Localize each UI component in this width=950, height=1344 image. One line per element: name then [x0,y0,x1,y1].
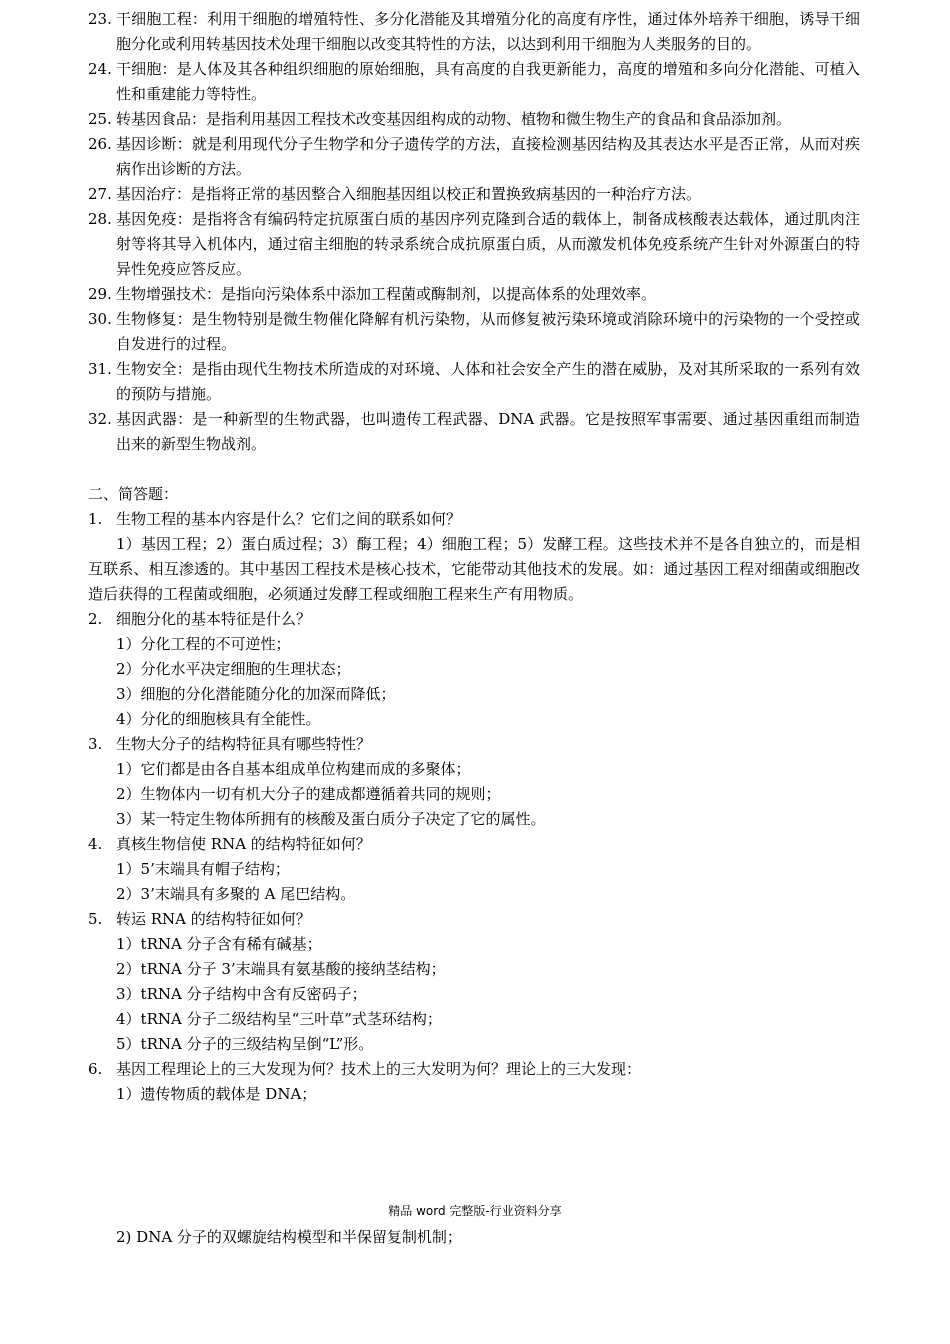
item-number: 32. [88,410,112,428]
answer-line: 3）tRNA 分子结构中含有反密码子； [116,985,367,1003]
answer-line: 4）分化的细胞核具有全能性。 [116,710,321,728]
definition-item [88,182,860,207]
page-footer: 精品 word 完整版-行业资料分享 [388,1204,562,1218]
item-number: 29. [88,285,112,303]
answer-paragraph: 1）基因工程；2）蛋白质过程；3）酶工程；4）细胞工程；5）发酵工程。这些技术并不是各自独立的，而是相互联系、相互渗透的。其中基因工程技术是核心技术，它能带动其他技术的发展。如：通过基因工程对细菌或细胞改造后获得的工程菌或细胞，必须通过发酵工程或细胞工程来生产有用物质。 [88,535,860,603]
question-number: 4. [88,835,103,853]
question [88,507,860,532]
question-text: 真核生物信使 RNA 的结构特征如何？ [116,835,371,853]
answer-line: 2）生物体内一切有机大分子的建成都遵循着共同的规则； [116,785,501,803]
answer-line: 4）tRNA 分子二级结构呈“三叶草”式茎环结构； [116,1010,442,1028]
item-number: 28. [88,210,112,228]
definition-item [88,207,860,282]
item-text: 基因免疫：是指将含有编码特定抗原蛋白质的基因序列克隆到合适的载体上，制备成核酸表达载体，通过肌肉注射等将其导入机体内，通过宿主细胞的转录系统合成抗原蛋白质，从而激发机体免疫系统产生针对外源蛋白的特异性免疫应答反应。 [116,210,860,278]
definition-item [88,107,860,132]
definition-item [88,407,860,457]
answer-line: 3）某一特定生物体所拥有的核酸及蛋白质分子决定了它的属性。 [116,810,546,828]
item-number: 24. [88,60,112,78]
answer-line: 1）5’末端具有帽子结构； [116,860,290,878]
answer-line: 2) DNA 分子的双螺旋结构模型和半保留复制机制； [116,1228,462,1246]
question-number: 6. [88,1060,103,1078]
answer-line: 1）遗传物质的载体是 DNA； [116,1085,317,1103]
answer-line: 1）tRNA 分子含有稀有碱基； [116,935,322,953]
question [88,732,860,757]
item-number: 31. [88,360,112,378]
item-number: 23. [88,10,112,28]
item-text: 基因治疗：是指将正常的基因整合入细胞基因组以校正和置换致病基因的一种治疗方法。 [116,185,702,203]
item-text: 转基因食品：是指利用基因工程技术改变基因组构成的动物、植物和微生物生产的食品和食品添加剂。 [116,110,792,128]
answer-line: 3）细胞的分化潜能随分化的加深而降低； [116,685,396,703]
document-body [88,7,860,1107]
answer-line: 2）tRNA 分子 3’末端具有氨基酸的接纳茎结构； [116,960,446,978]
question-number: 1. [88,510,103,528]
answer-line: 2）3’末端具有多聚的 A 尾巴结构。 [116,885,356,903]
answer-line: 1）它们都是由各自基本组成单位构建而成的多聚体； [116,760,471,778]
question [88,832,860,857]
section-title: 二、简答题： [88,485,179,503]
item-text: 干细胞工程：利用干细胞的增殖特性、多分化潜能及其增殖分化的高度有序性，通过体外培养干细胞，诱导干细胞分化或利用转基因技术处理干细胞以改变其特性的方法，以达到利用干细胞为人类服务的目的。 [116,10,860,53]
definition-item [88,7,860,57]
definition-item [88,282,860,307]
definition-item [88,132,860,182]
question-text: 生物大分子的结构特征具有哪些特性？ [116,735,372,753]
answer-line: 2）分化水平决定细胞的生理状态； [116,660,351,678]
answer-line: 1）分化工程的不可逆性； [116,635,291,653]
item-text: 干细胞：是人体及其各种组织细胞的原始细胞，具有高度的自我更新能力，高度的增殖和多向分化潜能、可植入性和重建能力等特性。 [116,60,860,103]
question-number: 2. [88,610,103,628]
definition-item [88,57,860,107]
question-number: 5. [88,910,103,928]
item-text: 生物修复：是生物特别是微生物催化降解有机污染物，从而修复被污染环境或消除环境中的污染物的一个受控或自发进行的过程。 [116,310,860,353]
item-text: 基因武器：是一种新型的生物武器，也叫遗传工程武器、DNA 武器。它是按照军事需要、通过基因重组而制造出来的新型生物战剂。 [116,410,860,453]
item-text: 生物增强技术：是指向污染体系中添加工程菌或酶制剂，以提高体系的处理效率。 [116,285,657,303]
item-text: 基因诊断：就是利用现代分子生物学和分子遗传学的方法，直接检测基因结构及其表达水平是否正常，从而对疾病作出诊断的方法。 [116,135,860,178]
item-number: 30. [88,310,112,328]
item-number: 26. [88,135,112,153]
question-text: 细胞分化的基本特征是什么？ [116,610,312,628]
item-text: 生物安全：是指由现代生物技术所造成的对环境、人体和社会安全产生的潜在威胁，及对其所采取的一系列有效的预防与措施。 [116,360,860,403]
definition-item [88,357,860,407]
definition-item [88,307,860,357]
item-number: 27. [88,185,112,203]
question [88,907,860,932]
question [88,607,860,632]
question-text: 转运 RNA 的结构特征如何？ [116,910,311,928]
question-text: 生物工程的基本内容是什么？它们之间的联系如何？ [116,510,462,528]
question-text: 基因工程理论上的三大发现为何？技术上的三大发明为何？理论上的三大发现： [116,1060,642,1078]
question-number: 3. [88,735,103,753]
spacer [88,457,860,482]
question [88,1057,860,1082]
answer-line: 5）tRNA 分子的三级结构呈倒“L”形。 [116,1035,374,1053]
item-number: 25. [88,110,112,128]
